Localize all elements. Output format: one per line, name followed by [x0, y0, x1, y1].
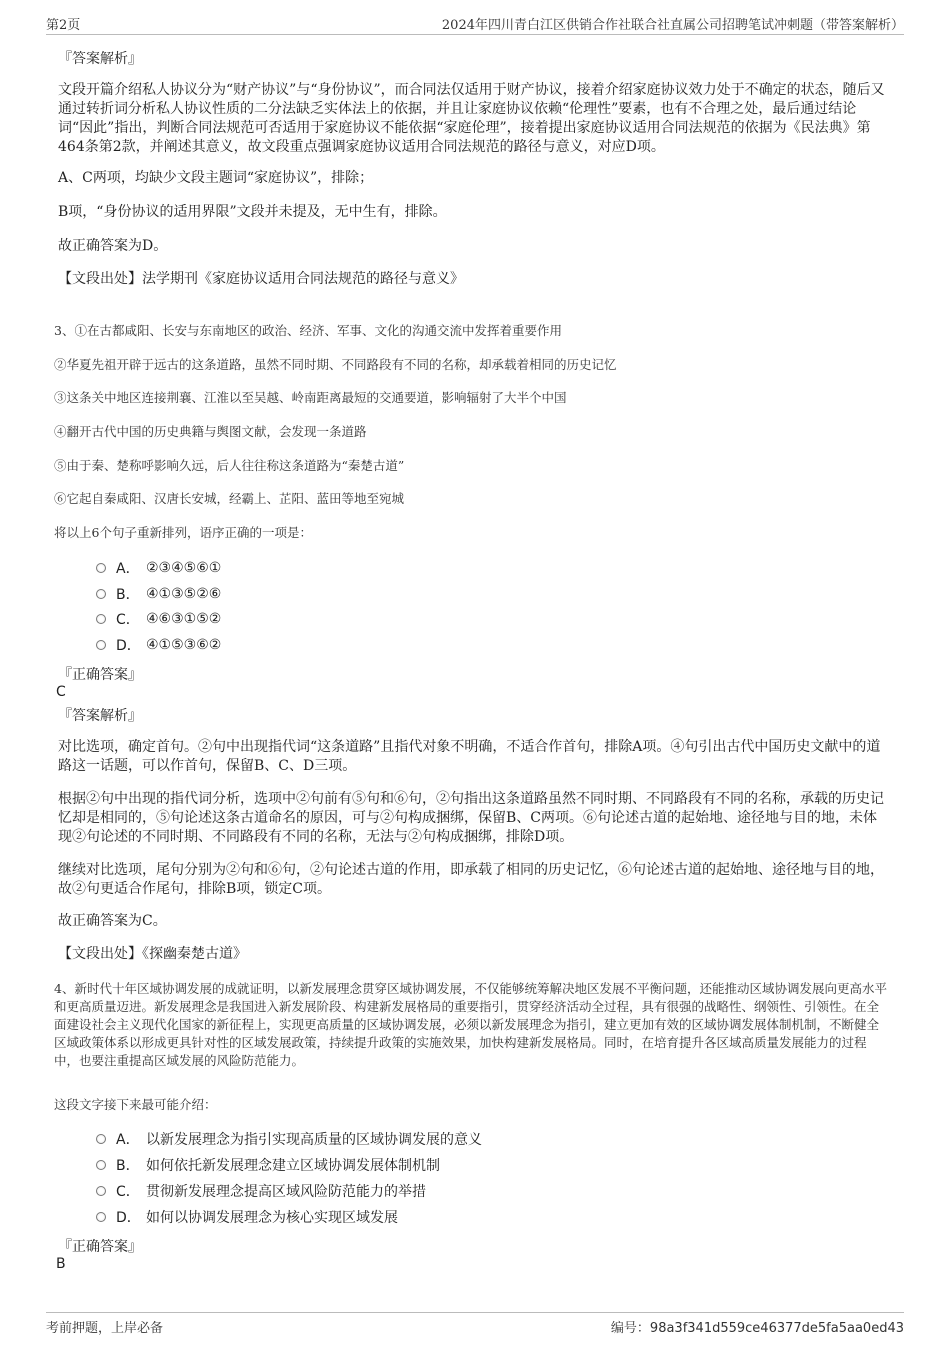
q4-stem: 4、新时代十年区域协调发展的成就证明，以新发展理念贯穿区域协调发展，不仅能够统筹解决地区发展不平衡问题，还能推动区域协调发展向更高水平和更高质量迈进。新发展理念是我国进入新发展阶段、构建新发展格局的重要指引，贯穿经济活动全过程，具有很强的战略性、纲领性、引领性。在全面建设社会主义现代化国家的新征程上，实现更高质量的区域协调发展，必须以新发展理念为指引，建立更加有效的区域协调发展体制机制，不断健全区域政策体系以形成更具针对性的区域发展政策，持续提升政策的实施效果，加快构建新发展格局。同时，在培育提升各区域高质量发展能力的过程中，也要注重提高区域发展的风险防范能力。 [54, 981, 887, 1068]
radio-icon[interactable] [96, 1160, 106, 1170]
q2-analysis [58, 81, 888, 157]
option-letter: B． [116, 1158, 140, 1174]
q4-correct-label: 『正确答案』 [58, 1239, 142, 1255]
option-letter: D． [116, 1210, 141, 1226]
q4-option-b[interactable] [96, 1155, 440, 1175]
q3-analysis-p1: 对比选项，确定首句。②句中出现指代词“这条道路”且指代对象不明确，不适合作首句，排除A项。④句引出古代中国历史文献中的道路这一话题，可以作首句，保留B、C、D三项。 [58, 739, 881, 774]
option-text: 贯彻新发展理念提高区域风险防范能力的举措 [146, 1184, 426, 1200]
q4-correct-answer: B [56, 1256, 66, 1272]
q4-option-d[interactable] [96, 1207, 398, 1227]
footer-slogan: 考前押题，上岸必备 [46, 1321, 164, 1336]
radio-icon[interactable] [96, 1186, 106, 1196]
q2-source: 【文段出处】法学期刊《家庭协议适用合同法规范的路径与意义》 [58, 271, 464, 287]
document-title: 2024年四川青白江区供销合作社联合社直属公司招聘笔试冲刺题（带答案解析） [441, 18, 904, 33]
footer-code [611, 1317, 904, 1336]
q3-sentence-2: ②华夏先祖开辟于远古的这条道路，虽然不同时期、不同路段有不同的名称，却承载着相同的历史记忆 [54, 357, 617, 372]
q3-sentence-5: ⑤由于秦、楚称呼影响久远，后人往往称这条道路为“秦楚古道” [54, 458, 405, 473]
radio-icon[interactable] [96, 1212, 106, 1222]
option-letter: C． [116, 612, 140, 628]
footer-code-value: 98a3f341d559ce46377de5fa5aa0ed43 [649, 1321, 904, 1336]
q3-analysis-label: 『答案解析』 [58, 708, 142, 724]
option-letter: B． [116, 587, 140, 603]
radio-icon[interactable] [96, 614, 106, 624]
q3-option-b[interactable] [96, 584, 221, 604]
page-number: 第2页 [46, 18, 81, 33]
q3-source: 【文段出处】《探幽秦楚古道》 [58, 946, 247, 962]
q3-correct-label: 『正确答案』 [58, 667, 142, 683]
option-text: 如何以协调发展理念为核心实现区域发展 [146, 1210, 398, 1226]
q3-correct-answer: C [56, 684, 66, 700]
footer-code-label: 编号： [610, 1321, 650, 1336]
q3-sentence-4: ④翻开古代中国的历史典籍与舆图文献，会发现一条道路 [54, 424, 367, 439]
q3-sentence-6: ⑥它起自秦咸阳、汉唐长安城，经霸上、芷阳、蓝田等地至宛城 [54, 491, 405, 506]
page-header [46, 12, 904, 35]
q4-option-a[interactable] [96, 1129, 482, 1149]
q3-sentence-3: ③这条关中地区连接荆襄、江淮以至吴越、岭南距离最短的交通要道，影响辐射了大半个中国 [54, 390, 567, 405]
option-letter: D． [116, 638, 141, 654]
q2-analysis-label: 『答案解析』 [58, 51, 142, 67]
q3-answer: 故正确答案为C。 [58, 913, 167, 929]
q4-prompt: 这段文字接下来最可能介绍： [54, 1097, 217, 1112]
q3-option-c[interactable] [96, 609, 221, 629]
option-text: 如何依托新发展理念建立区域协调发展体制机制 [146, 1158, 440, 1174]
q3-option-d[interactable] [96, 635, 221, 655]
option-letter: A． [116, 1132, 140, 1148]
q2-answer: 故正确答案为D。 [58, 238, 168, 254]
q3-analysis-p2: 根据②句中出现的指代词分析，选项中②句前有⑤句和⑥句，②句指出这条道路虽然不同时期、不同路段有不同的名称，承载的历史记忆却是相同的，⑤句论述这条古道命名的原因，可与②句构成捆绑，保留B、C两项。⑥句论述古道的起始地、途径地与目的地，未体现②句论述的不同时期、不同路段有不同的名称，无法与②句构成捆绑，排除D项。 [58, 791, 884, 845]
q3-sentence-1: 3、①在古都咸阳、长安与东南地区的政治、经济、军事、文化的沟通交流中发挥着重要作用 [54, 323, 562, 338]
radio-icon[interactable] [96, 640, 106, 650]
q4-option-c[interactable] [96, 1181, 426, 1201]
page-footer [46, 1312, 904, 1337]
q3-option-a[interactable] [96, 558, 221, 578]
q2-analysis-text: 文段开篇介绍私人协议分为“财产协议”与“身份协议”，而合同法仅适用于财产协议，接着介绍家庭协议效力处于不确定的状态，随后又通过转折词分析私人协议性质的二分法缺乏实体法上的依据，并且让家庭协议依赖“伦理性”要素，也有不合理之处，最后通过结论词“因此”指出，判断合同法规范可否适用于家庭协议不能依据“家庭伦理”，接着提出家庭协议适用合同法规范的依据为《民法典》第464条第2款，并阐述其意义，故文段重点强调家庭协议适用合同法规范的路径与意义，对应D项。 [58, 82, 885, 155]
q2-ac-note: A、C两项，均缺少文段主题词“家庭协议”，排除； [58, 170, 374, 186]
option-letter: C． [116, 1184, 140, 1200]
option-text: ④⑥③①⑤② [146, 611, 222, 627]
radio-icon[interactable] [96, 563, 106, 573]
q3-prompt: 将以上6个句子重新排列，语序正确的一项是： [54, 525, 312, 540]
radio-icon[interactable] [96, 589, 106, 599]
option-text: ②③④⑤⑥① [146, 560, 222, 576]
option-text: ④①③⑤②⑥ [146, 586, 222, 602]
option-text: ④①⑤③⑥② [146, 637, 222, 653]
q2-b-note: B项，“身份协议的适用界限”文段并未提及，无中生有，排除。 [58, 204, 447, 220]
option-text: 以新发展理念为指引实现高质量的区域协调发展的意义 [146, 1132, 482, 1148]
radio-icon[interactable] [96, 1134, 106, 1144]
option-letter: A． [116, 561, 140, 577]
q3-analysis-p3: 继续对比选项，尾句分别为②句和⑥句，②句论述古道的作用，即承载了相同的历史记忆，⑥句论述古道的起始地、途径地与目的地，故②句更适合作尾句，排除B项，锁定C项。 [58, 862, 884, 897]
